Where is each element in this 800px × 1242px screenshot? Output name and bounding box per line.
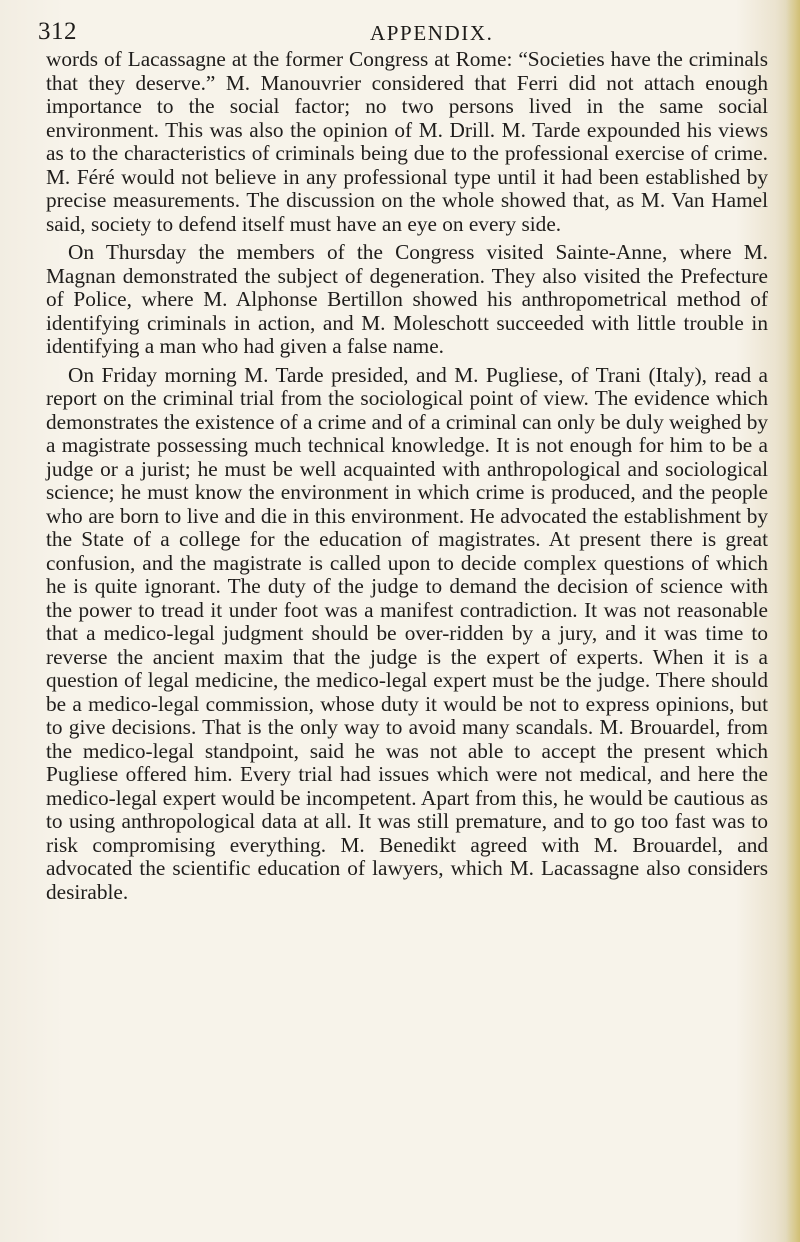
body-text [46, 48, 768, 909]
page-number: 312 [38, 18, 77, 45]
paragraph-2: On Thursday the members of the Congress visited Sainte-Anne, where M. Magnan demonstrated the subject of degeneration. They also visited the Prefecture of Police, where M. Alphonse Bertillon showed his anthropometrical method of identifying criminals in action, and M. Moleschott succeeded with little trouble in identifying a man who had given a false name. [46, 240, 768, 358]
page-edge [786, 0, 800, 1242]
paragraph-1: words of Lacassagne at the former Congress at Rome: “Societies have the criminals that they deserve.” M. Manouvrier considered that Ferri did not attach enough importance to the social factor; no two persons lived in the same social environment. This was also the opinion of M. Drill. M. Tarde expounded his views as to the characteristics of criminals being due to the professional exercise of crime. M. Féré would not believe in any professional type until it had been established by precise measurements. The discussion on the whole showed that, as M. Van Hamel said, society to defend itself must have an eye on every side. [46, 47, 768, 236]
paragraph-3: On Friday morning M. Tarde presided, and M. Pugliese, of Trani (Italy), read a report on the criminal trial from the sociological point of view. The evidence which demonstrates the existence of a crime and of a criminal can only be duly weighed by a magistrate possessing much technical knowledge. It is not enough for him to be a judge or a jurist; he must be well acquainted with anthropological and sociological science; he must know the environment in which crime is produced, and the people who are born to live and die in this environment. He advocated the establishment by the State of a college for the education of magistrates. At present there is great confusion, and the magistrate is called upon to decide complex questions of which he is quite ignorant. The duty of the judge to demand the decision of science with the power to tread it under foot was a manifest contradiction. It was not reasonable that a medico-legal judgment should be over-ridden by a jury, and it was time to reverse the ancient maxim that the judge is the expert of experts. When it is a question of legal medicine, the medico-legal expert must be the judge. There should be a medico-legal commission, whose duty it would be not to express opinions, but to give decisions. That is the only way to avoid many scandals. M. Brouardel, from the medico-legal standpoint, said he was not able to accept the present which Pugliese offered him. Every trial had issues which were not medical, and here the medico-legal expert would be incompetent. Apart from this, he would be cautious as to using anthropological data at all. It was still premature, and to go too fast was to risk compromising everything. M. Benedikt agreed with M. Brouardel, and advocated the scientific education of lawyers, which M. Lacassagne also considers desirable. [46, 362, 768, 904]
running-head: APPENDIX. [370, 21, 494, 45]
